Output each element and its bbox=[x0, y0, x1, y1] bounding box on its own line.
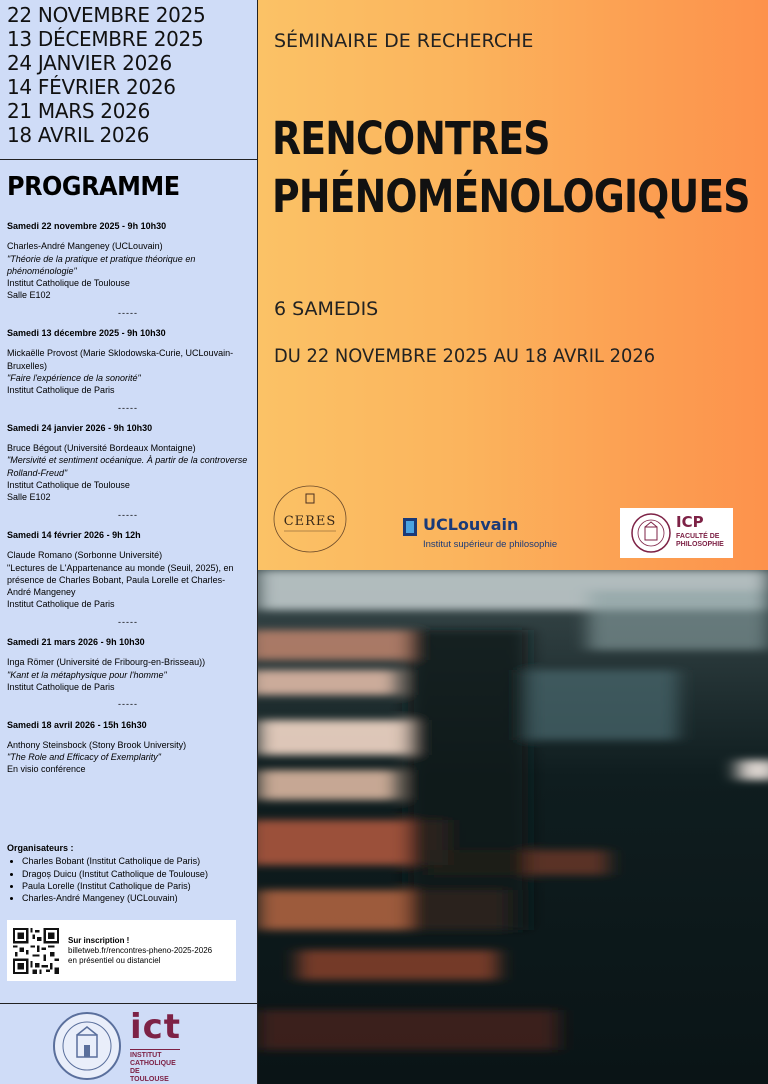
session-line: Mickaëlle Provost (Marie Sklodowska-Curie, UCLouvain-Bruxelles) bbox=[7, 348, 234, 371]
ict-logo bbox=[130, 1007, 182, 1084]
session-line: En visio conférence bbox=[7, 764, 86, 775]
university-seal-icon bbox=[52, 1011, 122, 1081]
ict-short: ict bbox=[130, 1007, 182, 1047]
date-list bbox=[7, 3, 205, 147]
sessions-count: 6 SAMEDIS bbox=[274, 298, 379, 320]
title-line: RENCONTRES bbox=[272, 112, 550, 165]
session-line: Institut Catholique de Paris bbox=[7, 681, 115, 692]
session-line: "Faire l'expérience de la sonorité" bbox=[7, 372, 141, 383]
date-item: 13 DÉCEMBRE 2025 bbox=[7, 27, 204, 51]
period: DU 22 NOVEMBRE 2025 AU 18 AVRIL 2026 bbox=[274, 345, 656, 367]
ict-line: INSTITUT bbox=[130, 1052, 162, 1059]
date-item: 21 MARS 2026 bbox=[7, 99, 150, 123]
session-separator: ----- bbox=[118, 699, 138, 710]
organiser-item: • Charles Bobant (Institut Catholique de Paris) bbox=[22, 855, 208, 867]
session-separator: ----- bbox=[118, 307, 138, 318]
ict-line: DE TOULOUSE bbox=[130, 1068, 169, 1083]
session-line: "Théorie de la pratique et pratique théorique en phénoménologie" bbox=[7, 253, 196, 276]
session-date: Samedi 18 avril 2026 - 15h 16h30 bbox=[7, 719, 147, 730]
session-separator: ----- bbox=[118, 616, 138, 627]
blurred-photo bbox=[258, 570, 768, 1084]
page-title bbox=[272, 110, 750, 226]
session-list bbox=[7, 220, 249, 776]
session-line: Salle E102 bbox=[7, 290, 51, 301]
session-line: Claude Romano (Sorbonne Université) bbox=[7, 550, 163, 561]
date-item: 18 AVRIL 2026 bbox=[7, 123, 150, 147]
date-item: 22 NOVEMBRE 2025 bbox=[7, 3, 206, 27]
uclouvain-sub: Institut supérieur de philosophie bbox=[423, 539, 558, 550]
ceres-name: CERES bbox=[283, 514, 337, 529]
session-line: Anthony Steinsbock (Stony Brook University) bbox=[7, 739, 187, 750]
session-line: Institut Catholique de Paris bbox=[7, 385, 115, 396]
date-item: 24 JANVIER 2026 bbox=[7, 51, 172, 75]
session-line: Salle E102 bbox=[7, 492, 51, 503]
session-date: Samedi 13 décembre 2025 - 9h 10h30 bbox=[7, 328, 166, 339]
session-separator: ----- bbox=[118, 402, 138, 413]
session-line: Charles-André Mangeney (UCLouvain) bbox=[7, 241, 163, 252]
organiser-item: • Charles-André Mangeney (UCLouvain) bbox=[22, 892, 208, 904]
organisers-label: Organisateurs : bbox=[7, 843, 74, 853]
uclouvain-mark-icon bbox=[403, 518, 417, 536]
session-item bbox=[7, 422, 249, 504]
title-line: PHÉNOMÉNOLOGIQUES bbox=[272, 170, 750, 223]
organiser-item: • Dragoș Duicu (Institut Catholique de Toulouse) bbox=[22, 868, 208, 880]
programme-column bbox=[0, 0, 258, 1084]
session-line: "Kant et la métaphysique pour l'homme" bbox=[7, 669, 167, 680]
session-item bbox=[7, 220, 249, 302]
ict-name bbox=[130, 1049, 180, 1084]
session-item bbox=[7, 636, 249, 693]
session-line: Institut Catholique de Toulouse bbox=[7, 278, 130, 289]
inscription-text bbox=[68, 936, 212, 966]
session-line: Inga Römer (Université de Fribourg-en-Brisseau)) bbox=[7, 657, 206, 668]
inscription-mode: en présentiel ou distanciel bbox=[68, 956, 161, 965]
inscription-url[interactable]: billetweb.fr/rencontres-pheno-2025-2026 bbox=[68, 946, 213, 955]
uclouvain-name: UCLouvain bbox=[423, 515, 519, 534]
header-panel bbox=[258, 0, 768, 570]
session-date: Samedi 14 février 2026 - 9h 12h bbox=[7, 529, 141, 540]
session-item bbox=[7, 529, 249, 611]
date-item: 14 FÉVRIER 2026 bbox=[7, 75, 176, 99]
session-date: Samedi 24 janvier 2026 - 9h 10h30 bbox=[7, 422, 153, 433]
ceres-logo bbox=[272, 484, 348, 554]
divider bbox=[0, 1003, 257, 1004]
divider bbox=[0, 159, 257, 160]
icp-logo bbox=[620, 508, 733, 558]
seminar-label: SÉMINAIRE DE RECHERCHE bbox=[274, 30, 534, 52]
icp-seal-icon bbox=[630, 512, 672, 554]
session-line: "The Role and Efficacy of Exemplarity" bbox=[7, 752, 161, 763]
icp-name: ICP bbox=[676, 513, 704, 531]
session-line: Bruce Bégout (Université Bordeaux Montaigne) bbox=[7, 443, 196, 454]
session-line: "Mersivité et sentiment océanique. À partir de la controverse Rolland-Freud" bbox=[7, 455, 248, 478]
icp-faculty-line: FACULTÉ DE bbox=[676, 533, 720, 540]
organisers bbox=[7, 842, 208, 904]
session-item bbox=[7, 327, 249, 396]
inscription-title: Sur inscription ! bbox=[68, 936, 130, 945]
session-item bbox=[7, 719, 249, 776]
programme-title: PROGRAMME bbox=[7, 172, 180, 202]
icp-faculty bbox=[676, 533, 724, 549]
inscription-box[interactable] bbox=[7, 920, 236, 981]
session-line: Institut Catholique de Paris bbox=[7, 599, 115, 610]
ict-line: CATHOLIQUE bbox=[130, 1060, 176, 1067]
icp-faculty-line: PHILOSOPHIE bbox=[676, 541, 724, 548]
session-line: Institut Catholique de Toulouse bbox=[7, 480, 130, 491]
qr-code-icon[interactable] bbox=[13, 928, 59, 974]
session-line: "Lectures de L'Appartenance au monde (Seuil, 2025), en présence de Charles Bobant, Paula Lorelle et Charles-André Mangeney bbox=[7, 562, 234, 598]
session-separator: ----- bbox=[118, 509, 138, 520]
session-date: Samedi 21 mars 2026 - 9h 10h30 bbox=[7, 637, 145, 648]
organiser-item: • Paula Lorelle (Institut Catholique de Paris) bbox=[22, 880, 208, 892]
session-date: Samedi 22 novembre 2025 - 9h 10h30 bbox=[7, 221, 167, 231]
